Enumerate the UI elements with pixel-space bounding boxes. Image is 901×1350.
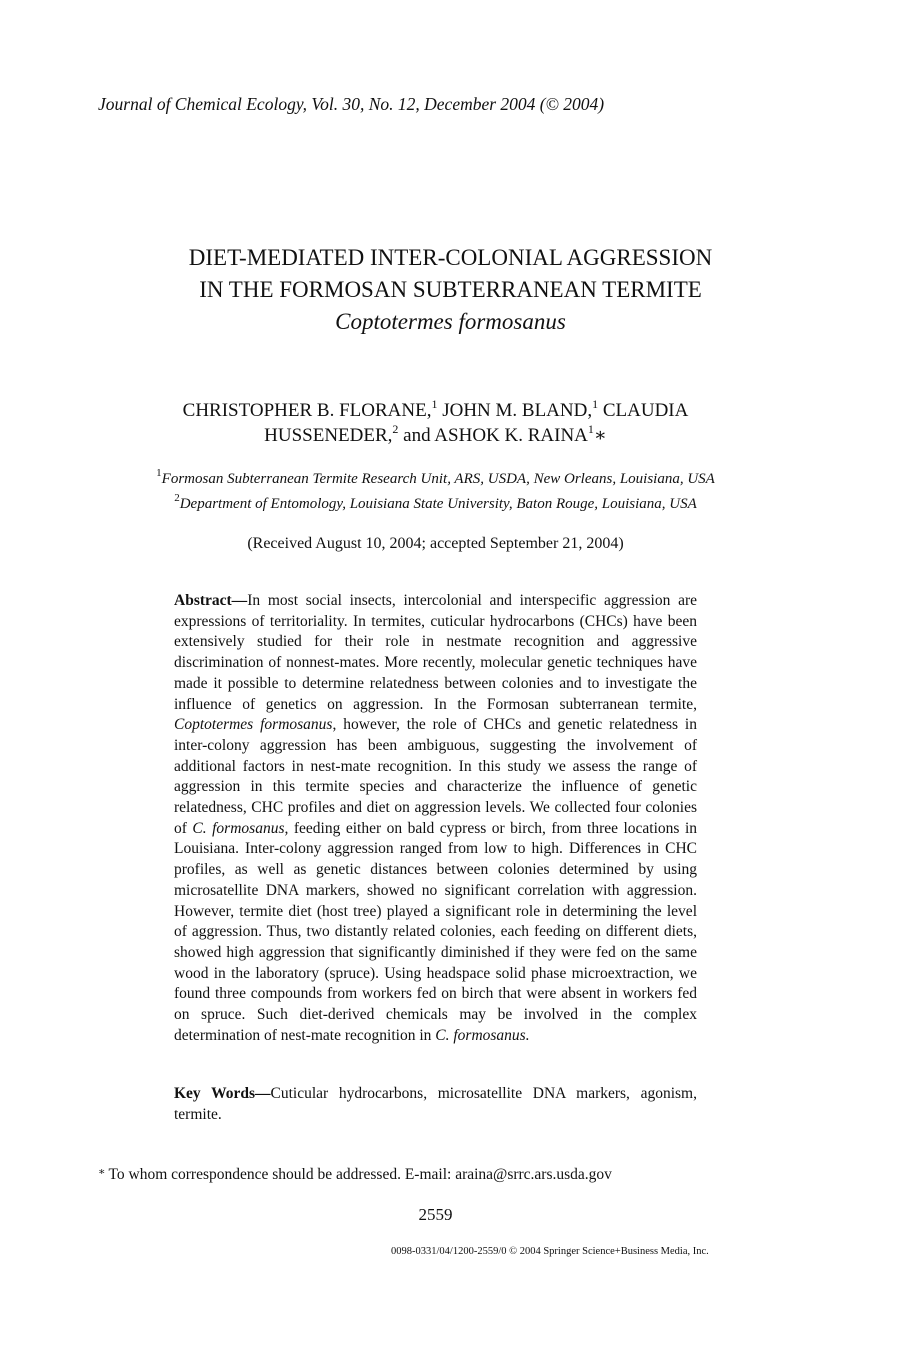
affiliation-1: $^1$Formosan Subterranean Termite Research Unit, ARS, USDA, New Orleans, Louisiana, USA bbox=[156, 467, 715, 487]
title-line-2: IN THE FORMOSAN SUBTERRANEAN TERMITE bbox=[199, 277, 702, 302]
affiliations bbox=[0, 467, 871, 517]
author-bland-affil: 1 bbox=[592, 396, 599, 411]
author-husseneder: HUSSENEDER, bbox=[264, 425, 393, 446]
copyright-line: 0098-0331/04/1200-2559/0 © 2004 Springer Science+Business Media, Inc. bbox=[391, 1246, 709, 1257]
author-florane-affil: 1 bbox=[431, 396, 438, 411]
title-species: Coptotermes formosanus bbox=[335, 309, 566, 334]
author-raina: and ASHOK K. RAINA bbox=[398, 425, 588, 446]
correspondence-footnote: ∗ To whom correspondence should be addressed. E-mail: araina@srrc.ars.usda.gov bbox=[98, 1166, 612, 1183]
keywords-text: Cuticular hydrocarbons, microsatellite DNA markers, agonism, termite. bbox=[174, 1085, 697, 1123]
author-line-1 bbox=[0, 398, 871, 423]
author-bland: JOHN M. BLAND, bbox=[437, 400, 593, 421]
title-line-1: DIET-MEDIATED INTER-COLONIAL AGGRESSION bbox=[188, 245, 713, 270]
corresponding-star: ∗ bbox=[593, 425, 607, 446]
author-line-2 bbox=[0, 423, 871, 448]
author-claudia: CLAUDIA bbox=[598, 400, 689, 421]
author-husseneder-affil: 2 bbox=[392, 421, 399, 436]
article-title bbox=[0, 242, 901, 338]
author-raina-affil: 1 bbox=[587, 421, 594, 436]
journal-citation: Journal of Chemical Ecology, Vol. 30, No. 12, December 2004 (© 2004) bbox=[98, 94, 605, 114]
author-florane: CHRISTOPHER B. FLORANE, bbox=[182, 400, 432, 421]
abstract: Abstract—In most social insects, intercolonial and interspecific aggression are expressions of territoriality. In termites, cuticular hydrocarbons (CHCs) have been extensively studied for their role in nestmate recognition and aggressive discrimination of nonnest-mates. More recently, molecular genetic techniques have made it possible to determine relatedness between colonies and to investigate the influence of genetics on aggression. In the Formosan subterranean termite, Coptotermes formosanus, however, the role of CHCs and genetic relatedness in inter-colony aggression has been ambiguous, suggesting the involvement of additional factors in nest-mate recognition. In this study we assess the range of aggression in this termite species and characterize the influence of genetic relatedness, CHC profiles and diet on aggression levels. We collected four colonies of C. formosanus, feeding either on bald cypress or birch, from three locations in Louisiana. Inter-colony aggression ranged from low to high. Differences in CHC profiles, as well as genetic distances between colonies determined by using microsatellite DNA markers, showed no significant correlation with aggression. However, termite diet (host tree) played a significant role in determining the level of aggression. Thus, two distantly related colonies, each feeding on different diets, showed high aggression that significantly diminished if they were fed on the same wood in the laboratory (spruce). Using headspace solid phase microextraction, we found three compounds from workers fed on birch that were absent in workers fed on spruce. Such diet-derived chemicals may be involved in the complex determination of nest-mate recognition in C. formosanus. bbox=[174, 592, 697, 1044]
received-dates: (Received August 10, 2004; accepted September 21, 2004) bbox=[247, 535, 624, 552]
author-list bbox=[0, 398, 871, 448]
page-number: 2559 bbox=[418, 1205, 453, 1224]
abstract-label: Abstract— bbox=[174, 592, 248, 609]
keywords-label: Key Words— bbox=[174, 1085, 271, 1102]
affiliation-2: $^2$Department of Entomology, Louisiana State University, Baton Rouge, Louisiana, USA bbox=[174, 492, 697, 512]
key-words bbox=[174, 1084, 697, 1125]
